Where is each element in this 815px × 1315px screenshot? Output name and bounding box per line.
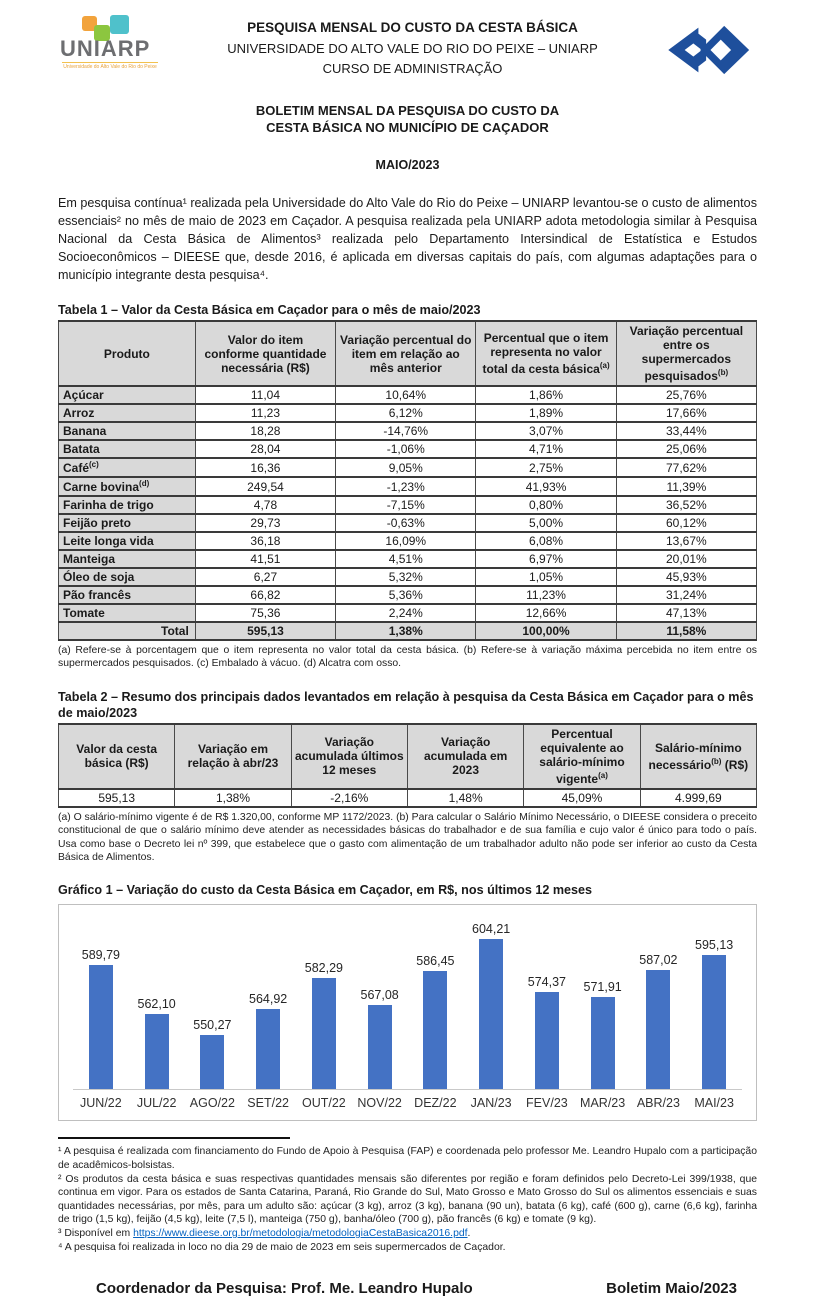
table1-value-cell: 6,12% (336, 404, 476, 422)
table1-value-cell: 249,54 (195, 477, 335, 496)
table1-value-cell: -1,23% (336, 477, 476, 496)
table1 (58, 320, 757, 641)
bar-chart (58, 904, 757, 1121)
table1-value-cell: 33,44% (616, 422, 756, 440)
table1-value-cell: -14,76% (336, 422, 476, 440)
table2-header-row (59, 724, 757, 789)
footnote-3-suffix: . (467, 1228, 471, 1239)
table1-row (59, 404, 757, 422)
bar (479, 939, 503, 1089)
footnote-3-prefix: ³ Disponível em (58, 1228, 134, 1239)
product-name-cell: Batata (59, 440, 196, 458)
table1-value-cell: 17,66% (616, 404, 756, 422)
administration-course-logo (657, 14, 757, 78)
header-titles (168, 14, 657, 76)
table1-total-cell: 100,00% (476, 622, 616, 640)
table1-value-cell: 16,36 (195, 458, 335, 477)
chart-bar-slot (352, 988, 408, 1089)
bar (535, 992, 559, 1089)
dieese-methodology-link[interactable]: https://www.dieese.org.br/metodologia/metodologiaCestaBasica2016.pdf (133, 1228, 468, 1239)
footnote-separator (58, 1137, 290, 1139)
bar-value-label: 604,21 (472, 922, 511, 937)
table1-value-cell: 12,66% (476, 604, 616, 622)
table1-value-cell: -1,06% (336, 440, 476, 458)
footnote-2: ² Os produtos da cesta básica e suas respectivas quantidades mensais são diferentes por região e foram definidos pelo Decreto-Lei 399/1938, que continua em vigor. Para os estados de Santa Catarina, Paraná, Rio Grande do Sul, Mato Grosso e Mato Grosso do Sul os alimentos essenciais e suas quantidades necessárias, por mês, para um adulto são: açúcar (3 kg), arroz (3 kg), banana (90 un), batata (6 kg), café (600 g), carne (6,6 kg), farinha de trigo (1,5 kg), feijão (4,5 kg), leite (7,5 l), manteiga (750 g), banha/óleo (700 g), pão francês (6 kg) e tomate (9 kg). (58, 1173, 757, 1226)
table1-row (59, 422, 757, 440)
footer-coordinator: Coordenador da Pesquisa: Prof. Me. Leandro Hupalo (96, 1280, 473, 1298)
uniarp-logo-text: UNIARP (60, 36, 151, 61)
chart-bars (67, 917, 748, 1089)
footnote-3 (58, 1227, 757, 1241)
table2-header-cell: Percentual equivalente ao salário-mínimo vigente$^{(a)}$ (524, 724, 640, 789)
table1-total-cell: 1,38% (336, 622, 476, 640)
table1-value-cell: 31,24% (616, 586, 756, 604)
chart-bar-slot (240, 992, 296, 1089)
table1-row (59, 604, 757, 622)
table1-row (59, 386, 757, 404)
x-axis-label: SET/22 (247, 1096, 289, 1111)
table1-total-label: Total (59, 622, 196, 640)
intro-paragraph: Em pesquisa contínua¹ realizada pela Universidade do Alto Vale do Rio do Peixe – UNIARP levantou-se o custo de alimentos essenciais² no mês de maio de 2023 em Caçador. A pesquisa realizada pela UNIARP adota metodologia similar à Pesquisa Nacional da Cesta Básica de Alimentos³ realizada pelo Departamento Intersindical de Estatística e Estudos Socioeconômicos – DIEESE que, desde 2016, é aplicada em diversas capitais do país, com algumas adaptações para o município integrante desta pesquisa⁴. (58, 196, 757, 282)
table2-header-cell: Variação acumulada últimos 12 meses (291, 724, 407, 789)
chart-bar-slot (129, 997, 185, 1089)
table1-value-cell: 5,32% (336, 568, 476, 586)
x-axis-label: DEZ/22 (414, 1096, 457, 1111)
x-axis-label: MAI/23 (694, 1096, 734, 1111)
table1-header-cell: Variação percentual do item em relação ao mês anterior (336, 321, 476, 386)
table1-total-row (59, 622, 757, 640)
x-axis-label: NOV/22 (357, 1096, 402, 1111)
bar-value-label: 589,79 (81, 948, 120, 963)
footnote-4: ⁴ A pesquisa foi realizada in loco no dia 29 de maio de 2023 em seis supermercados de Caçador. (58, 1241, 506, 1253)
table1-value-cell: 6,27 (195, 568, 335, 586)
footer-bulletin-label: Boletim Maio/2023 (606, 1280, 737, 1298)
x-axis-label: ABR/23 (636, 1096, 680, 1111)
bar (702, 955, 726, 1089)
header-title: PESQUISA MENSAL DO CUSTO DA CESTA BÁSICA (247, 20, 578, 35)
chart-bar-slot (463, 922, 519, 1089)
chart-bar-slot (575, 980, 631, 1089)
bar (256, 1009, 280, 1089)
table1-row (59, 477, 757, 496)
table2-value-cell: 45,09% (524, 789, 640, 807)
table1-total-cell: 595,13 (195, 622, 335, 640)
table1-row (59, 496, 757, 514)
table1-header-cell: Produto (59, 321, 196, 386)
table1-header-cell: Valor do item conforme quantidade necessária (R$) (195, 321, 335, 386)
table1-value-cell: 9,05% (336, 458, 476, 477)
bar (145, 1014, 169, 1089)
table1-value-cell: 36,52% (616, 496, 756, 514)
table1-header-cell: Variação percentual entre os supermercados pesquisados$^{(b)}$ (616, 321, 756, 386)
table1-value-cell: 5,36% (336, 586, 476, 604)
table1-value-cell: 77,62% (616, 458, 756, 477)
bar-value-label: 571,91 (583, 980, 622, 995)
table1-header-cell: Percentual que o item representa no valor total da cesta básica$^{(a)}$ (476, 321, 616, 386)
table1-caption: Tabela 1 – Valor da Cesta Básica em Caçador para o mês de maio/2023 (58, 303, 481, 317)
table1-value-cell: 20,01% (616, 550, 756, 568)
table1-value-cell: 41,93% (476, 477, 616, 496)
bar (591, 997, 615, 1089)
bar-value-label: 564,92 (249, 992, 288, 1007)
table1-value-cell: 16,09% (336, 532, 476, 550)
table1-row (59, 550, 757, 568)
bulletin-title (58, 102, 757, 136)
table1-value-cell: 4,51% (336, 550, 476, 568)
table2-value-cell: 1,38% (175, 789, 291, 807)
bulletin-title-line1: BOLETIM MENSAL DA PESQUISA DO CUSTO DA (255, 103, 560, 118)
table1-value-cell: 6,97% (476, 550, 616, 568)
bar-value-label: 550,27 (193, 1018, 232, 1033)
table1-value-cell: 25,06% (616, 440, 756, 458)
x-axis-label: JAN/23 (470, 1096, 512, 1111)
bar-value-label: 562,10 (137, 997, 176, 1012)
table2-body (59, 789, 757, 807)
table2-header-cell: Salário-mínimo necessário$^{(b)}$ (R$) (640, 724, 756, 789)
chart-bar-slot (408, 954, 464, 1089)
bar (89, 965, 113, 1089)
bulletin-title-line2: CESTA BÁSICA NO MUNICÍPIO DE CAÇADOR (266, 120, 549, 135)
table1-value-cell: 4,78 (195, 496, 335, 514)
table1-value-cell: 13,67% (616, 532, 756, 550)
uniarp-logo-subtext: Universidade do Alto Vale do Rio do Peixe (63, 64, 157, 70)
table1-value-cell: 41,51 (195, 550, 335, 568)
product-name-cell: Carne bovina$^{(d)}$ (59, 477, 196, 496)
product-name-cell: Pão francês (59, 586, 196, 604)
table1-value-cell: 1,86% (476, 386, 616, 404)
product-name-cell: Arroz (59, 404, 196, 422)
table2-value-cell: 4.999,69 (640, 789, 756, 807)
product-name-cell: Café$^{(c)}$ (59, 458, 196, 477)
table1-row (59, 532, 757, 550)
bar (423, 971, 447, 1089)
product-name-cell: Tomate (59, 604, 196, 622)
table1-value-cell: 28,04 (195, 440, 335, 458)
table1-value-cell: 11,23% (476, 586, 616, 604)
header-university: UNIVERSIDADE DO ALTO VALE DO RIO DO PEIXE – UNIARP (227, 41, 598, 56)
table2-value-cell: -2,16% (291, 789, 407, 807)
table1-body (59, 386, 757, 640)
product-name-cell: Óleo de soja (59, 568, 196, 586)
x-axis-label: MAR/23 (580, 1096, 626, 1111)
bar (200, 1035, 224, 1089)
table1-footnote: (a) Refere-se à porcentagem que o item representa no valor total da cesta básica. (b) Refere-se à variação máxima percebida no item entre os supermercados pesquisados. (c) Embalado à vácuo. (d) Alcatra com osso. (58, 645, 757, 670)
uniarp-logo-teal-square-icon (110, 15, 129, 34)
table1-value-cell: 66,82 (195, 586, 335, 604)
table1-value-cell: 25,76% (616, 386, 756, 404)
table2-footnote: (a) O salário-mínimo vigente é de R$ 1.320,00, conforme MP 1172/2023. (b) Para calcular o Salário Mínimo Necessário, o DIEESE considera o preceito constitucional de que o salário mínimo deve atender as necessidades básicas do trabalhador e de sua família e cujo valor é único para todo o país. Usa como base o Decreto lei nº 399, que estabelece que o gasto com alimentação de um trabalhador adulto não pode ser inferior ao custo da Cesta Básica de Alimentos. (58, 811, 758, 864)
x-axis-label: JUN/22 (80, 1096, 122, 1111)
table1-value-cell: 47,13% (616, 604, 756, 622)
chart-bar-slot (631, 953, 687, 1089)
bar-value-label: 567,08 (360, 988, 399, 1003)
chart-bar-slot (296, 961, 352, 1089)
table1-row (59, 440, 757, 458)
page-header (58, 14, 757, 82)
page-footer (58, 1280, 757, 1297)
bar-value-label: 574,37 (527, 975, 566, 990)
bar (646, 970, 670, 1089)
table1-value-cell: 11,23 (195, 404, 335, 422)
product-name-cell: Leite longa vida (59, 532, 196, 550)
product-name-cell: Açúcar (59, 386, 196, 404)
table2-value-cell: 1,48% (407, 789, 523, 807)
x-axis-label: JUL/22 (136, 1096, 177, 1111)
table2-header-cell: Variação em relação à abr/23 (175, 724, 291, 789)
table1-value-cell: 2,24% (336, 604, 476, 622)
uniarp-logo (58, 14, 168, 82)
footnote-1: ¹ A pesquisa é realizada com financiamento do Fundo de Apoio à Pesquisa (FAP) e coordenada pelo professor Me. Leandro Hupalo com a participação de acadêmicos-bolsistas. (58, 1146, 757, 1172)
table1-value-cell: 1,05% (476, 568, 616, 586)
chart-caption: Gráfico 1 – Variação do custo da Cesta Básica em Caçador, em R$, nos últimos 12 meses (58, 883, 593, 898)
chart-bar-slot (686, 938, 742, 1089)
table1-value-cell: 1,89% (476, 404, 616, 422)
table1-value-cell: 2,75% (476, 458, 616, 477)
table1-total-cell: 11,58% (616, 622, 756, 640)
x-axis-label: AGO/22 (189, 1096, 235, 1111)
table1-row (59, 514, 757, 532)
table1-value-cell: 36,18 (195, 532, 335, 550)
product-name-cell: Banana (59, 422, 196, 440)
chart-bar-slot (519, 975, 575, 1089)
table1-value-cell: 10,64% (336, 386, 476, 404)
table1-value-cell: 11,39% (616, 477, 756, 496)
table1-header-row (59, 321, 757, 386)
table1-value-cell: 5,00% (476, 514, 616, 532)
table2-value-cell: 595,13 (59, 789, 175, 807)
chart-months (73, 1089, 742, 1120)
admin-arrows-diamond-icon (664, 22, 750, 78)
table2-header-cell: Valor da cesta básica (R$) (59, 724, 175, 789)
bar-value-label: 595,13 (695, 938, 734, 953)
product-name-cell: Feijão preto (59, 514, 196, 532)
table1-value-cell: 6,08% (476, 532, 616, 550)
chart-bar-slot (185, 1018, 241, 1089)
bar (312, 978, 336, 1089)
bar (368, 1005, 392, 1089)
bar-value-label: 582,29 (304, 961, 343, 976)
table2-caption: Tabela 2 – Resumo dos principais dados levantados em relação à pesquisa da Cesta Básica em Caçador para o mês de maio/2023 (58, 689, 754, 720)
table2 (58, 723, 757, 808)
table2-header-cell: Variação acumulada em 2023 (407, 724, 523, 789)
header-course: CURSO DE ADMINISTRAÇÃO (322, 61, 503, 76)
table1-value-cell: -0,63% (336, 514, 476, 532)
x-axis-label: OUT/22 (301, 1096, 346, 1111)
table1-head (59, 321, 757, 386)
table1-value-cell: 45,93% (616, 568, 756, 586)
footnotes-block (58, 1145, 757, 1254)
x-axis-label: FEV/23 (526, 1096, 568, 1111)
product-name-cell: Manteiga (59, 550, 196, 568)
bulletin-month: MAIO/2023 (375, 158, 440, 172)
table1-value-cell: 18,28 (195, 422, 335, 440)
table1-value-cell: 0,80% (476, 496, 616, 514)
bar-value-label: 586,45 (416, 954, 455, 969)
product-name-cell: Farinha de trigo (59, 496, 196, 514)
table2-data-row (59, 789, 757, 807)
table1-value-cell: 60,12% (616, 514, 756, 532)
table1-value-cell: -7,15% (336, 496, 476, 514)
table1-value-cell: 75,36 (195, 604, 335, 622)
bar-value-label: 587,02 (639, 953, 678, 968)
table1-row (59, 568, 757, 586)
chart-bar-slot (73, 948, 129, 1089)
table1-row (59, 586, 757, 604)
table1-value-cell: 3,07% (476, 422, 616, 440)
table1-value-cell: 29,73 (195, 514, 335, 532)
table1-value-cell: 11,04 (195, 386, 335, 404)
table1-value-cell: 4,71% (476, 440, 616, 458)
table1-row (59, 458, 757, 477)
table2-head (59, 724, 757, 789)
